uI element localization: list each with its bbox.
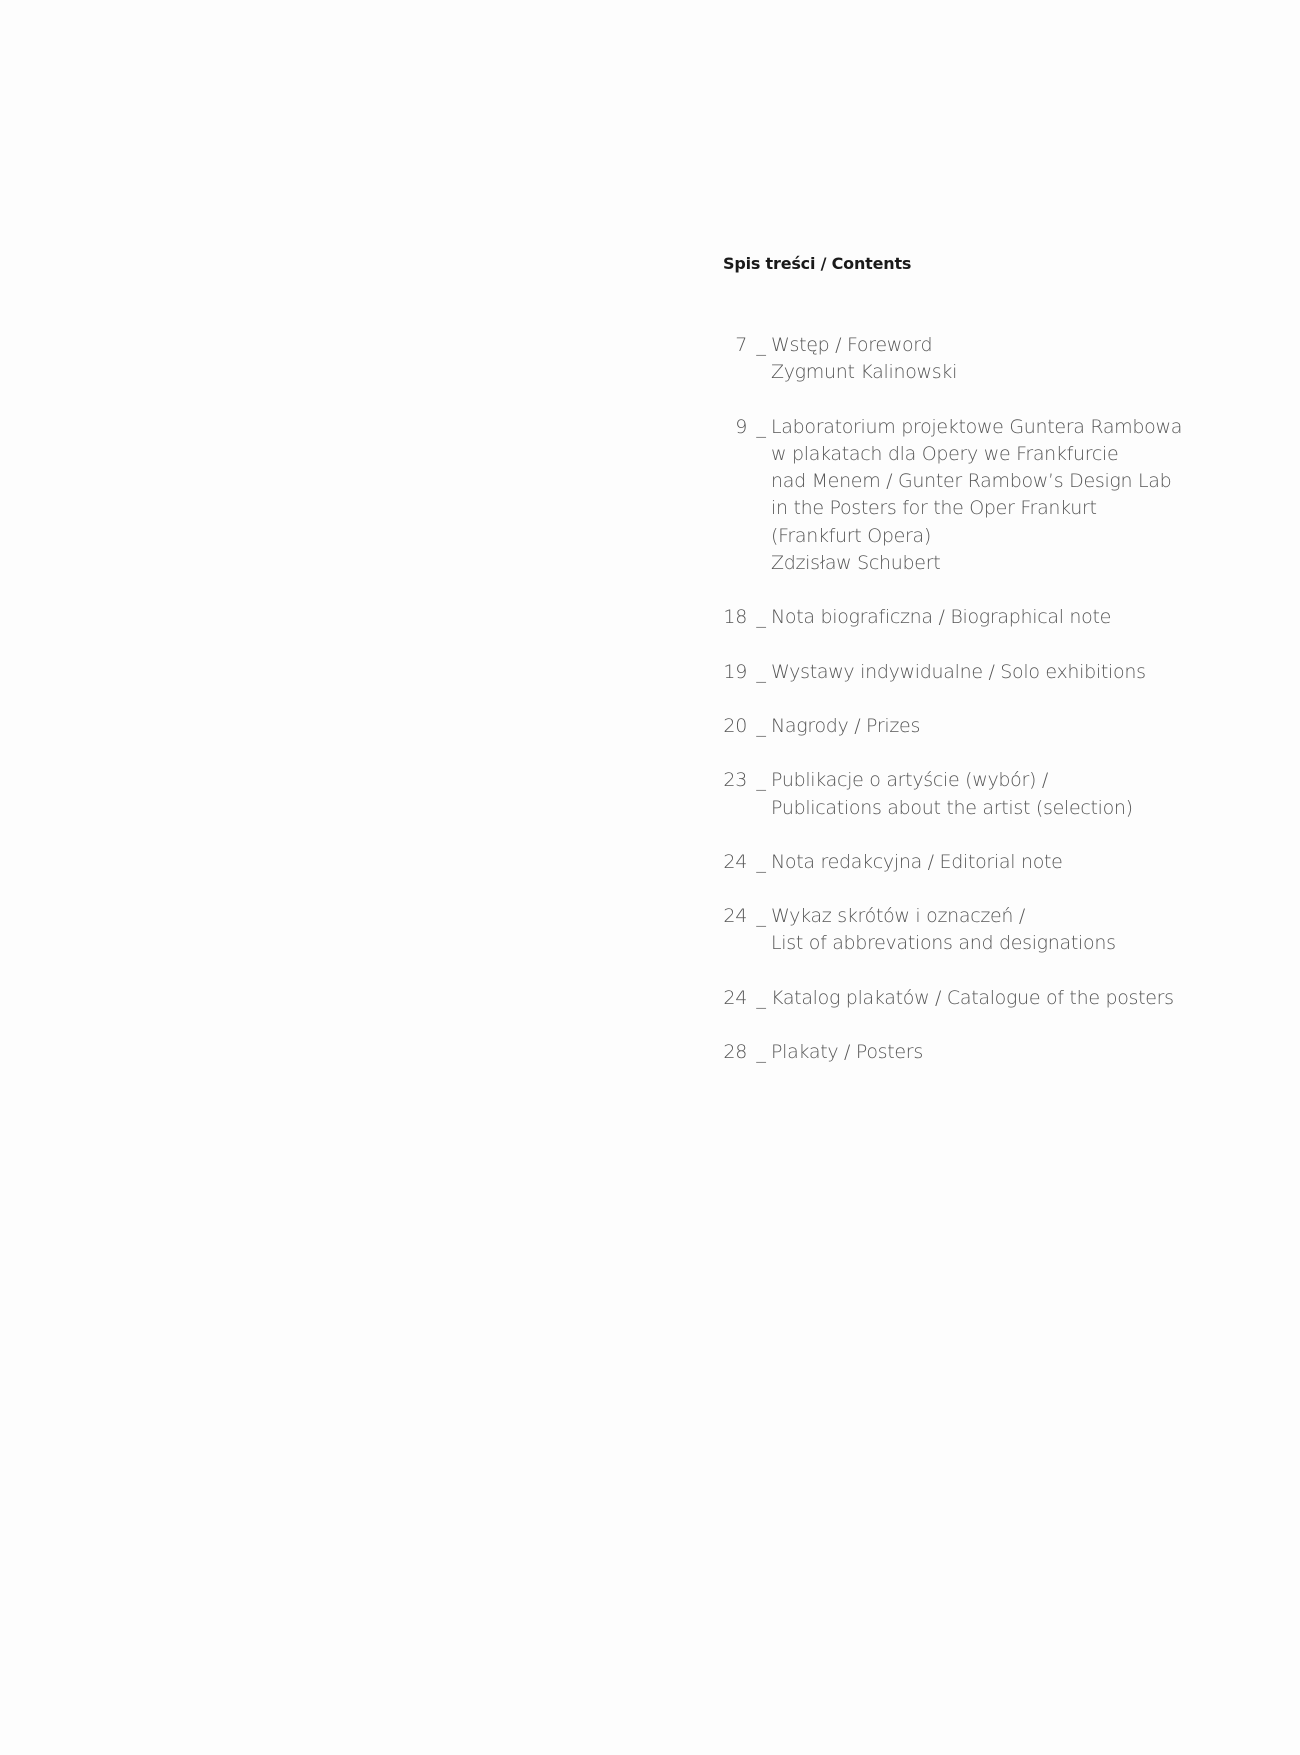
page-number: 20 bbox=[723, 714, 747, 737]
toc-entry-text bbox=[771, 414, 1243, 578]
toc-entry-number bbox=[723, 1039, 771, 1066]
toc-entry bbox=[723, 767, 1243, 822]
page-number: 24 bbox=[723, 905, 747, 928]
toc-entry bbox=[723, 713, 1243, 740]
toc-entry-number bbox=[723, 414, 771, 441]
toc-entry-title-line: Wykaz skrótów i oznaczeń / bbox=[771, 905, 1025, 928]
toc-entry-number bbox=[723, 767, 771, 794]
entry-separator: _ bbox=[756, 606, 766, 629]
page-number: 23 bbox=[723, 769, 747, 792]
toc-entry-number bbox=[723, 903, 771, 930]
entry-separator: _ bbox=[756, 415, 766, 438]
entry-separator: _ bbox=[756, 714, 766, 737]
toc-entry-text bbox=[771, 1039, 1243, 1066]
toc-entry-title-line: w plakatach dla Opery we Frankfurcie bbox=[771, 442, 1119, 465]
page-number: 24 bbox=[723, 986, 747, 1009]
toc-entry-text bbox=[771, 659, 1243, 686]
toc-entry-title-line: in the Posters for the Oper Frankurt bbox=[771, 497, 1097, 520]
toc-entry-title-line: Katalog plakatów / Catalogue of the posters bbox=[771, 986, 1174, 1009]
entry-separator: _ bbox=[756, 905, 766, 928]
page-number: 24 bbox=[723, 850, 747, 873]
page-number: 28 bbox=[723, 1041, 747, 1064]
toc-entry-text bbox=[771, 332, 1243, 387]
toc-entry-text bbox=[771, 849, 1243, 876]
toc-entry bbox=[723, 849, 1243, 876]
toc-entry-title-line: Publikacje o artyście (wybór) / bbox=[771, 769, 1048, 792]
page-number: 9 bbox=[735, 415, 747, 438]
toc-entry-text bbox=[771, 767, 1243, 822]
entry-separator: _ bbox=[756, 660, 766, 683]
toc-entry-number bbox=[723, 849, 771, 876]
page-number: 19 bbox=[723, 660, 747, 683]
toc-entry bbox=[723, 1039, 1243, 1066]
entry-separator: _ bbox=[756, 769, 766, 792]
toc-entry-title-line: nad Menem / Gunter Rambow’s Design Lab bbox=[771, 470, 1172, 493]
toc-entry bbox=[723, 985, 1243, 1012]
toc-entry-text bbox=[771, 903, 1243, 958]
toc-entry bbox=[723, 903, 1243, 958]
toc-entry-number bbox=[723, 713, 771, 740]
toc-entry-title-line: Nota redakcyjna / Editorial note bbox=[771, 850, 1063, 873]
toc-entry-text bbox=[771, 713, 1243, 740]
toc-entry-number bbox=[723, 659, 771, 686]
entry-separator: _ bbox=[756, 850, 766, 873]
entry-separator: _ bbox=[756, 334, 766, 356]
toc-entry-text bbox=[771, 604, 1243, 631]
toc-entry-title-line: Wstęp / Foreword bbox=[771, 334, 933, 356]
toc-title: Spis treści / Contents bbox=[723, 254, 912, 273]
toc-entry-author: Zdzisław Schubert bbox=[771, 552, 941, 575]
toc-entry-title-line: Publications about the artist (selection) bbox=[771, 796, 1133, 819]
toc-entry bbox=[723, 659, 1243, 686]
toc-entry-number bbox=[723, 332, 771, 359]
toc-entry-title-line: List of abbrevations and designations bbox=[771, 932, 1116, 955]
toc-entry bbox=[723, 414, 1243, 578]
entry-separator: _ bbox=[756, 986, 766, 1009]
toc-entry-title-line: (Frankfurt Opera) bbox=[771, 524, 931, 547]
toc-entry-title-line: Wystawy indywidualne / Solo exhibitions bbox=[771, 660, 1146, 683]
entry-separator: _ bbox=[756, 1041, 766, 1064]
page-number: 18 bbox=[723, 606, 747, 629]
toc-entry-title-line: Nota biograficzna / Biographical note bbox=[771, 606, 1112, 629]
toc-entry-title-line: Nagrody / Prizes bbox=[771, 714, 921, 737]
toc-entry-title-line: Plakaty / Posters bbox=[771, 1041, 923, 1064]
toc-entry-author: Zygmunt Kalinowski bbox=[771, 361, 958, 384]
toc-entry bbox=[723, 332, 1243, 387]
toc-entry bbox=[723, 604, 1243, 631]
toc-entry-title-line: Laboratorium projektowe Guntera Rambowa bbox=[771, 415, 1183, 438]
toc-entry-number bbox=[723, 604, 771, 631]
toc-entry-number bbox=[723, 985, 771, 1012]
toc-entry-text bbox=[771, 985, 1243, 1012]
page-number: 7 bbox=[735, 334, 747, 356]
toc-list bbox=[723, 332, 1243, 1093]
table-of-contents bbox=[723, 254, 1243, 1064]
